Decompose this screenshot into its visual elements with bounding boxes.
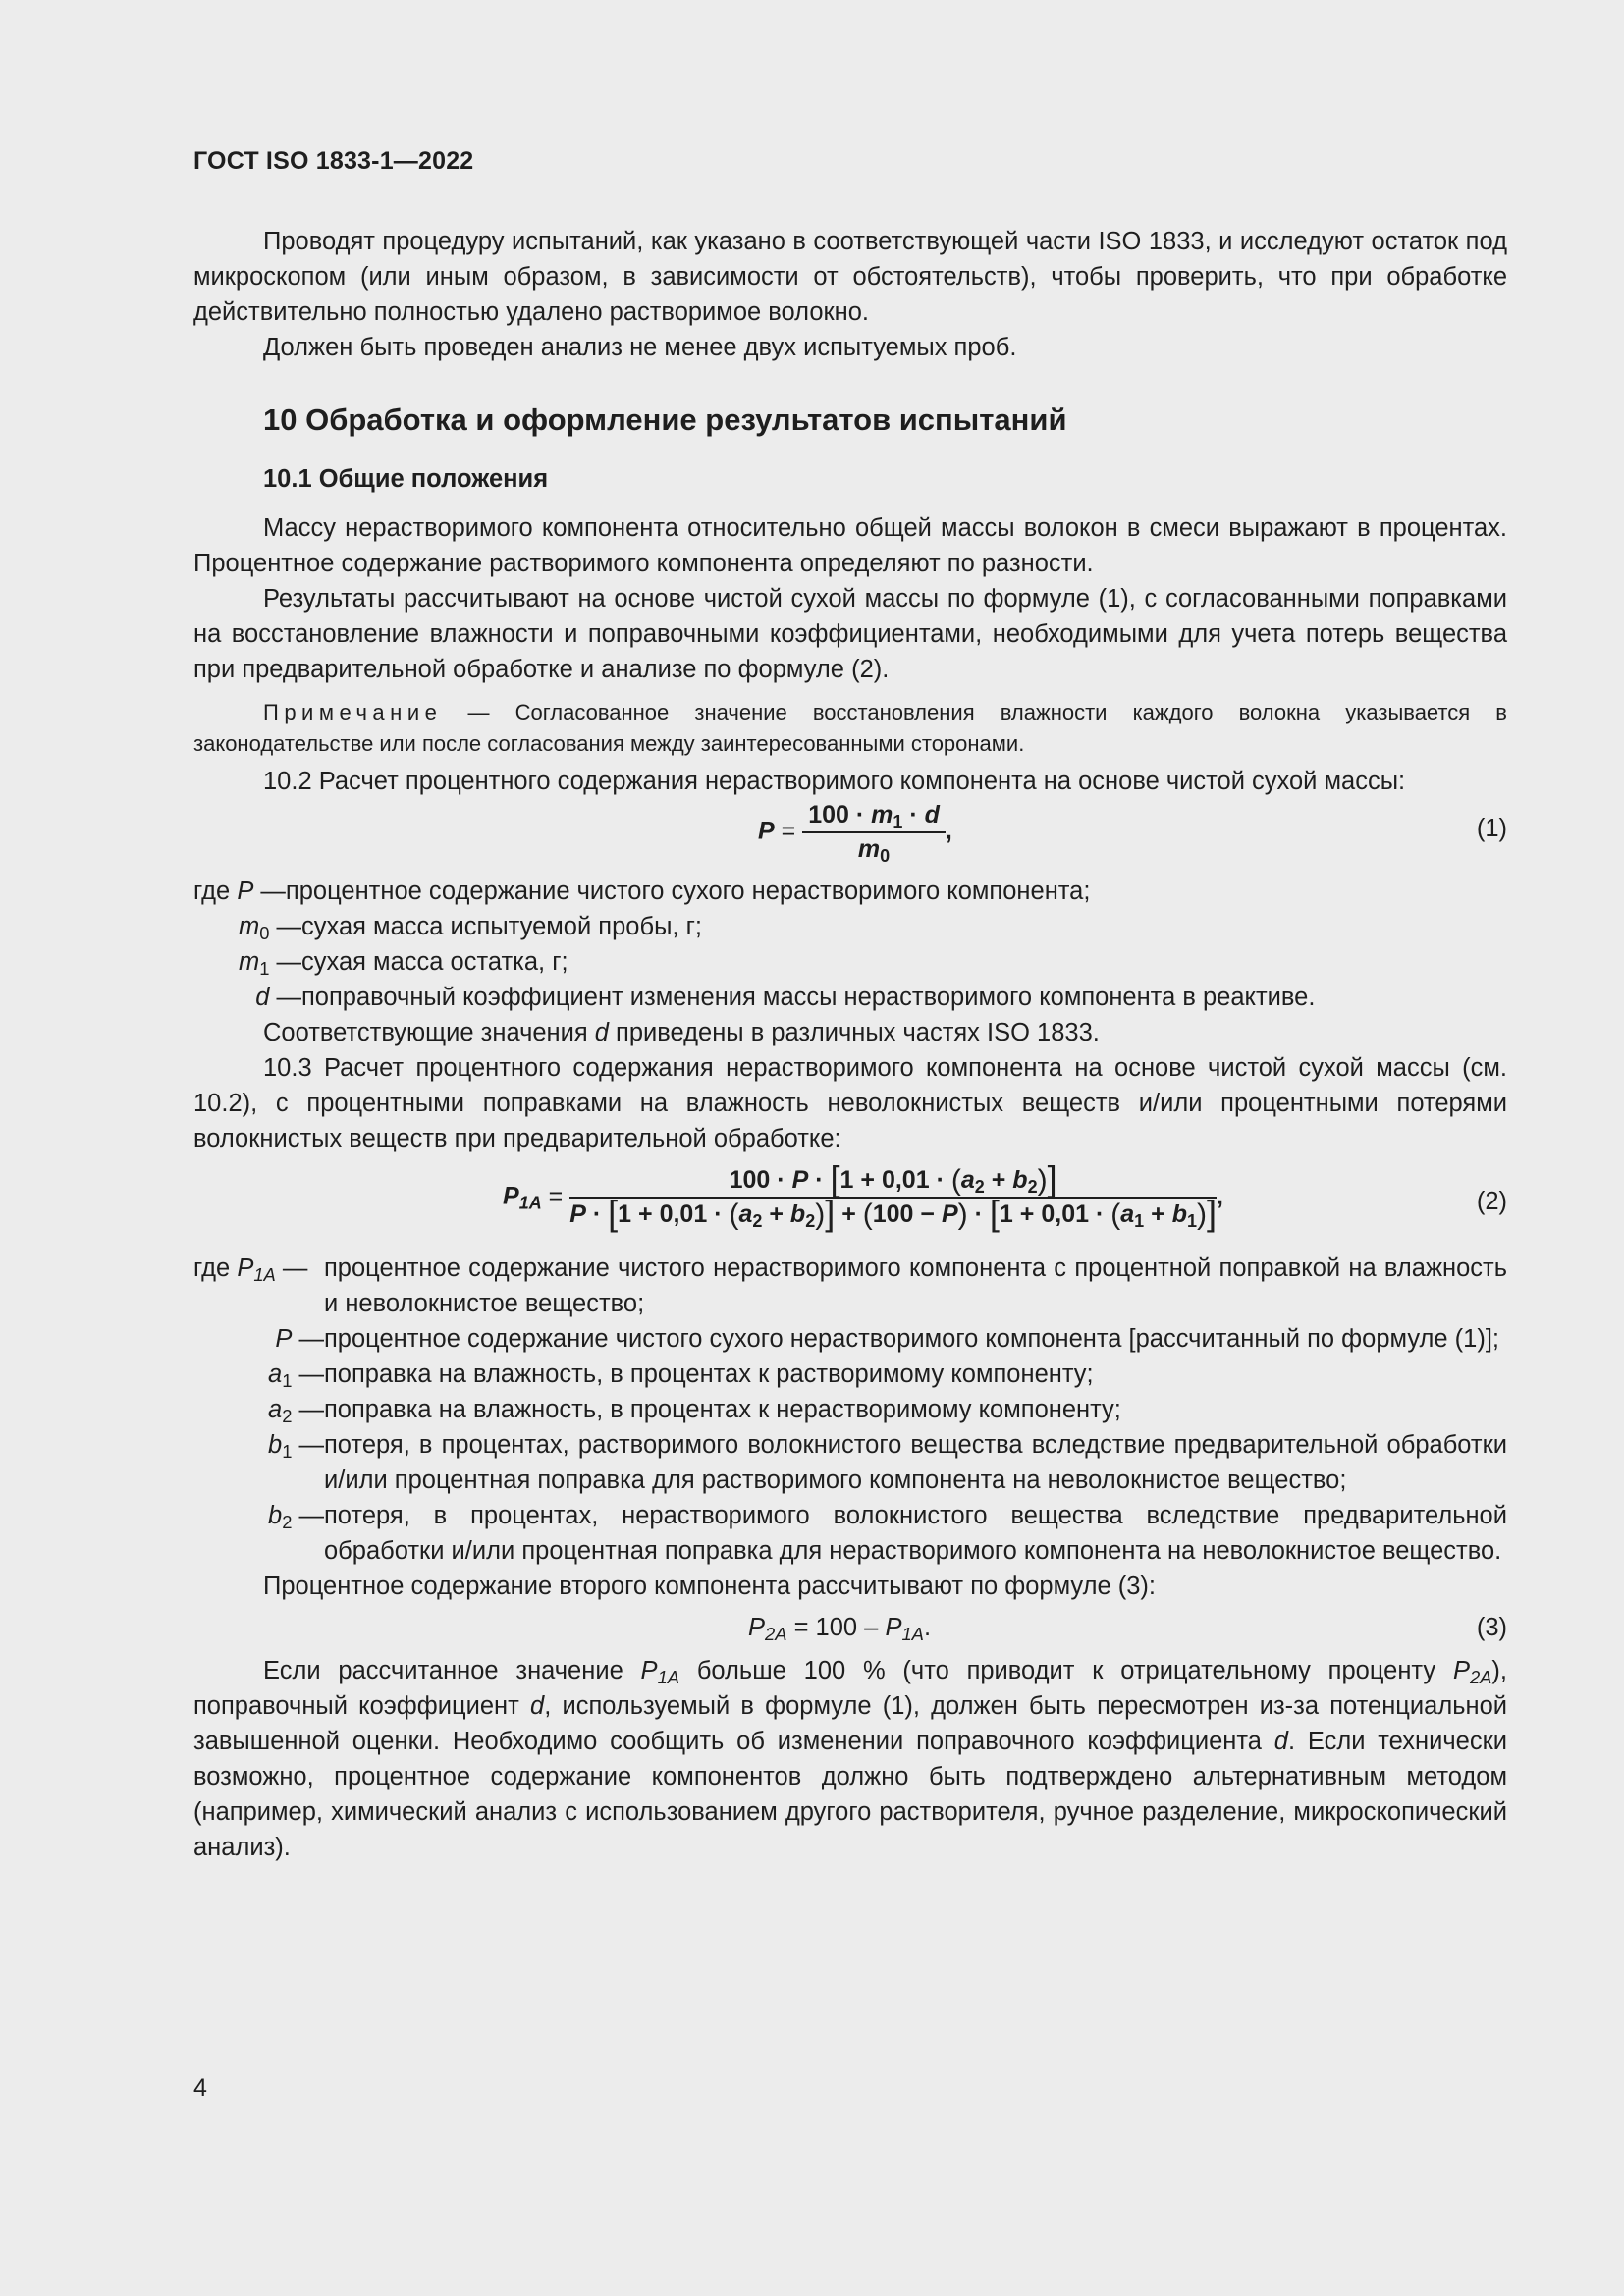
f2-rbracket: ]: [1206, 1193, 1217, 1233]
definition-text: поправочный коэффициент изменения массы нерастворимого компонента в реактиве.: [301, 984, 1316, 1011]
definition-row: $a_1$ — поправка на влажность, в процентах к растворимому компоненту;: [193, 1357, 1507, 1392]
where-label: где: [193, 1255, 231, 1282]
definition-text: процентное содержание чистого нерастворимого компонента с процентной поправкой на влажность и неволокнистое вещество;: [324, 1255, 1507, 1317]
f2-plus: +: [1151, 1201, 1165, 1228]
section-10-2-text: 10.2 Расчет процентного содержания нерастворимого компонента на основе чистой сухой массы:: [263, 768, 1406, 795]
document-id-header: ГОСТ ISO 1833-1—2022: [193, 147, 474, 175]
definition-row: $m_1$ — сухая масса остатка, г;: [193, 944, 1507, 980]
f2-100: 100: [872, 1201, 914, 1228]
definition-text: сухая масса испытуемой пробы, г;: [301, 913, 702, 940]
definition-text: потеря, в процентах, нерастворимого волокнистого вещества вследствие предварительной обработки и/или процентная поправка для нерастворимого компонента на неволокнистое вещество.: [324, 1502, 1507, 1565]
symbol-d: d: [1273, 1728, 1288, 1755]
f2-dot: ·: [714, 1201, 723, 1228]
definition-symbol: b: [268, 1502, 283, 1529]
formula-1-equals: =: [781, 817, 796, 845]
text-part: , используемый в формуле (1), должен быть пересмотрен из-за потенциальной завышенной оценки. Необходимо сообщить об изменении поправочного коэффициента: [193, 1692, 1507, 1755]
symbol-subscript: 2A: [1469, 1667, 1492, 1688]
f2-b: b: [1171, 1201, 1187, 1228]
f2-k: 0,01: [659, 1201, 708, 1228]
definition-symbol: m: [238, 913, 260, 940]
definition-subscript: 2: [282, 1512, 293, 1533]
f2-1: 1: [839, 1166, 854, 1194]
formula-3-rhs: P: [885, 1614, 902, 1641]
definition-row: $a_2$ — поправка на влажность, в процентах к нерастворимому компоненту;: [193, 1392, 1507, 1427]
f2-rbracket: ]: [1047, 1158, 1057, 1199]
definition-row: d — поправочный коэффициент изменения массы нерастворимого компонента в реактиве.: [193, 980, 1507, 1015]
formula-1-comma: ,: [945, 817, 952, 845]
f2-plus: +: [991, 1166, 1006, 1194]
text-part: Если рассчитанное значение: [263, 1657, 641, 1684]
definition-subscript: 2: [282, 1406, 293, 1427]
where-label: где: [193, 878, 231, 905]
formula-3-lhs: P: [748, 1614, 766, 1641]
second-component-text: Процентное содержание второго компонента рассчитывают по формуле (3):: [263, 1573, 1157, 1600]
d-values-sentence: [193, 1015, 1507, 1050]
f2-a: a: [960, 1166, 975, 1194]
formula-2-numerator: [569, 1158, 1217, 1199]
formula-2-equals: =: [548, 1182, 564, 1210]
note-text: — Согласованное значение восстановления влажности каждого волокна указывается в законодательстве или после согласования между заинтересованными сторонами.: [193, 700, 1507, 756]
page-number: 4: [193, 2074, 207, 2102]
formula-3-period: .: [923, 1614, 932, 1641]
text-part: . Если технически возможно, процентное содержание компонентов должно быть подтверждено альтернативным методом (например, химический анализ с использованием другого растворителя, ручное разделение, микроскопический анализ).: [193, 1728, 1507, 1861]
f2-rparen: ): [957, 1199, 968, 1231]
f2-sub: 2: [805, 1211, 816, 1232]
definition-subscript: 1A: [253, 1264, 276, 1286]
definition-symbol: m: [238, 948, 260, 976]
formula-1-numerator-m: m: [871, 801, 893, 828]
definition-subscript: 0: [259, 923, 270, 944]
f2-plus: +: [1019, 1201, 1035, 1228]
section-10-1-paragraph-1: Массу нерастворимого компонента относительно общей массы волокон в смеси выражают в процентах. Процентное содержание растворимого компонента определяют по разности.: [193, 514, 1507, 577]
f2-sub: 1: [1134, 1211, 1145, 1232]
formula-1: [193, 799, 1507, 874]
f2-rparen: ): [815, 1199, 826, 1231]
definition-subscript: 1: [259, 958, 270, 980]
formula-1-numerator-dot: ·: [902, 801, 925, 828]
f2-sub: 1: [1186, 1211, 1197, 1232]
definition-symbol: P: [275, 1325, 293, 1353]
section-10-1-paragraph-2: Результаты рассчитывают на основе чистой сухой массы по формуле (1), с согласованными поправками на восстановление влажности и поправочными коэффициентами, необходимыми для учета потерь вещества при предварительной обработке и анализе по формуле (2).: [193, 585, 1507, 683]
symbol-subscript: 1A: [657, 1667, 680, 1688]
intro-paragraph-2: Должен быть проведен анализ не менее двух испытуемых проб.: [263, 334, 1017, 361]
formula-2: [193, 1156, 1507, 1251]
definition-subscript: 1: [282, 1441, 293, 1463]
formula-2-comma: ,: [1217, 1182, 1223, 1210]
definition-text: сухая масса остатка, г;: [301, 948, 568, 976]
f2-sub: 2: [1027, 1177, 1038, 1198]
formula-1-numerator-d: d: [924, 801, 940, 828]
f2-P: P: [791, 1166, 809, 1194]
f2-rparen: ): [1037, 1164, 1048, 1197]
f2-dot: ·: [592, 1201, 602, 1228]
note-label: Примечание: [263, 700, 443, 724]
formula-3: [193, 1604, 1507, 1653]
f2-lbracket: [: [830, 1158, 840, 1199]
f2-b: b: [1012, 1166, 1028, 1194]
section-10-1-heading: 10.1 Общие положения: [263, 465, 549, 493]
symbol-P: P: [1452, 1657, 1470, 1684]
f2-minus: −: [920, 1201, 936, 1228]
formula-2-number: (2): [1476, 1188, 1507, 1215]
definition-row: $b_2$ — потеря, в процентах, нерастворимого волокнистого вещества вследствие предварительной обработки и/или процентная поправка для нерастворимого компонента на неволокнистое вещество.: [193, 1498, 1507, 1569]
section-10-heading: 10 Обработка и оформление результатов испытаний: [263, 402, 1067, 437]
f2-1: 1: [999, 1201, 1013, 1228]
f2-lbracket: [: [608, 1193, 619, 1233]
formula-1-number: (1): [1476, 815, 1507, 842]
intro-paragraph-1: Проводят процедуру испытаний, как указано в соответствующей части ISO 1833, и исследуют остаток под микроскопом (или иным образом, в зависимости от обстоятельств), чтобы проверить, что при обработке действительно полностью удалено растворимое волокно.: [193, 228, 1507, 326]
f2-sub: 2: [752, 1211, 763, 1232]
f2-a: a: [738, 1201, 753, 1228]
f2-plus: +: [860, 1166, 875, 1194]
f2-rbracket: ]: [825, 1193, 836, 1233]
text-part: ), поправочный коэффициент: [193, 1657, 1507, 1720]
f2-plus: +: [841, 1201, 856, 1228]
definition-subscript: 1: [282, 1370, 293, 1392]
text-part: больше 100 % (что приводит к отрицательному проценту: [679, 1657, 1453, 1684]
definition-symbol: d: [255, 984, 270, 1011]
formula-1-denominator-sub: 0: [880, 846, 891, 867]
f2-plus: +: [769, 1201, 784, 1228]
f2-1: 1: [618, 1201, 632, 1228]
f2-lbracket: [: [989, 1193, 1000, 1233]
definition-row: где $P_{1A}$ — процентное содержание чистого нерастворимого компонента с процентной поправкой на влажность и неволокнистое вещество;: [193, 1251, 1507, 1321]
f2-dot: ·: [815, 1166, 824, 1194]
f2-k: 0,01: [881, 1166, 930, 1194]
definition-symbol: P: [237, 1255, 254, 1282]
formula-1-numerator-100: 100 ·: [808, 801, 872, 828]
f2-dot: ·: [974, 1201, 983, 1228]
f2-dot: ·: [936, 1166, 945, 1194]
formula-2-definitions: [193, 1251, 1507, 1569]
formula-1-denominator-m: m: [857, 835, 881, 863]
section-10-3-text: 10.3 Расчет процентного содержания нерастворимого компонента на основе чистой сухой массы (см. 10.2), с процентными поправками на влажность неволокнистых веществ и/или процентными потерями волокнистых веществ при предварительной обработке:: [193, 1054, 1507, 1152]
f2-b: b: [789, 1201, 806, 1228]
formula-2-lhs-sub: 1A: [518, 1193, 542, 1213]
sentence-part: приведены в различных частях ISO 1833.: [608, 1019, 1100, 1046]
formula-3-middle: = 100 –: [786, 1614, 886, 1641]
formula-1-fraction: [802, 801, 946, 867]
page-content: [193, 224, 1507, 1865]
formula-1-lhs: P: [758, 817, 775, 845]
definition-text: потеря, в процентах, растворимого волокнистого вещества вследствие предварительной обработки и/или процентная поправка для растворимого компонента на неволокнистое вещество;: [324, 1431, 1507, 1494]
f2-dot: ·: [777, 1166, 785, 1194]
definition-row: P — процентное содержание чистого сухого нерастворимого компонента [рассчитанный по формуле (1)];: [193, 1321, 1507, 1357]
f2-rparen: ): [1196, 1199, 1207, 1231]
definition-symbol: a: [268, 1361, 283, 1388]
f2-lparen: (: [950, 1164, 961, 1197]
f2-dot: ·: [1095, 1201, 1105, 1228]
f2-lparen: (: [729, 1199, 739, 1231]
sentence-part: Соответствующие значения: [263, 1019, 595, 1046]
formula-3-number: (3): [1476, 1614, 1507, 1641]
definition-text: поправка на влажность, в процентах к растворимому компоненту;: [324, 1361, 1094, 1388]
formula-2-fraction: [569, 1158, 1217, 1233]
definition-text: поправка на влажность, в процентах к нерастворимому компоненту;: [324, 1396, 1121, 1423]
formula-2-denominator: [569, 1193, 1217, 1233]
symbol-P: P: [640, 1657, 658, 1684]
definition-symbol: a: [268, 1396, 283, 1423]
note: [193, 697, 1507, 760]
f2-sub: 2: [974, 1177, 985, 1198]
formula-1-definitions: [193, 874, 1507, 1015]
definition-row: $m_0$ — сухая масса испытуемой пробы, г;: [193, 909, 1507, 944]
f2-k: 0,01: [1041, 1201, 1090, 1228]
definition-row: $b_1$ — потеря, в процентах, растворимого волокнистого вещества вследствие предварительной обработки и/или процентная поправка для растворимого компонента на неволокнистое вещество;: [193, 1427, 1507, 1498]
f2-a: a: [1120, 1201, 1135, 1228]
f2-P: P: [569, 1201, 586, 1228]
definition-symbol: P: [237, 878, 254, 905]
symbol-d: d: [530, 1692, 545, 1720]
definition-symbol: b: [268, 1431, 283, 1459]
f2-100: 100: [729, 1166, 771, 1194]
formula-2-lhs: P: [503, 1182, 519, 1210]
f2-P: P: [941, 1201, 958, 1228]
definition-text: процентное содержание чистого сухого нерастворимого компонента;: [285, 878, 1091, 905]
f2-lparen: (: [862, 1199, 873, 1231]
definition-text: процентное содержание чистого сухого нерастворимого компонента [рассчитанный по формуле (1)];: [324, 1325, 1500, 1353]
final-paragraph: [193, 1653, 1507, 1865]
f2-plus: +: [638, 1201, 653, 1228]
definition-row: где P — процентное содержание чистого сухого нерастворимого компонента;: [193, 874, 1507, 909]
f2-lparen: (: [1110, 1199, 1121, 1231]
formula-1-numerator-m-sub: 1: [893, 812, 903, 832]
formula-3-lhs-sub: 2A: [765, 1624, 787, 1645]
formula-3-rhs-sub: 1A: [901, 1624, 924, 1645]
symbol-d: d: [594, 1019, 609, 1046]
